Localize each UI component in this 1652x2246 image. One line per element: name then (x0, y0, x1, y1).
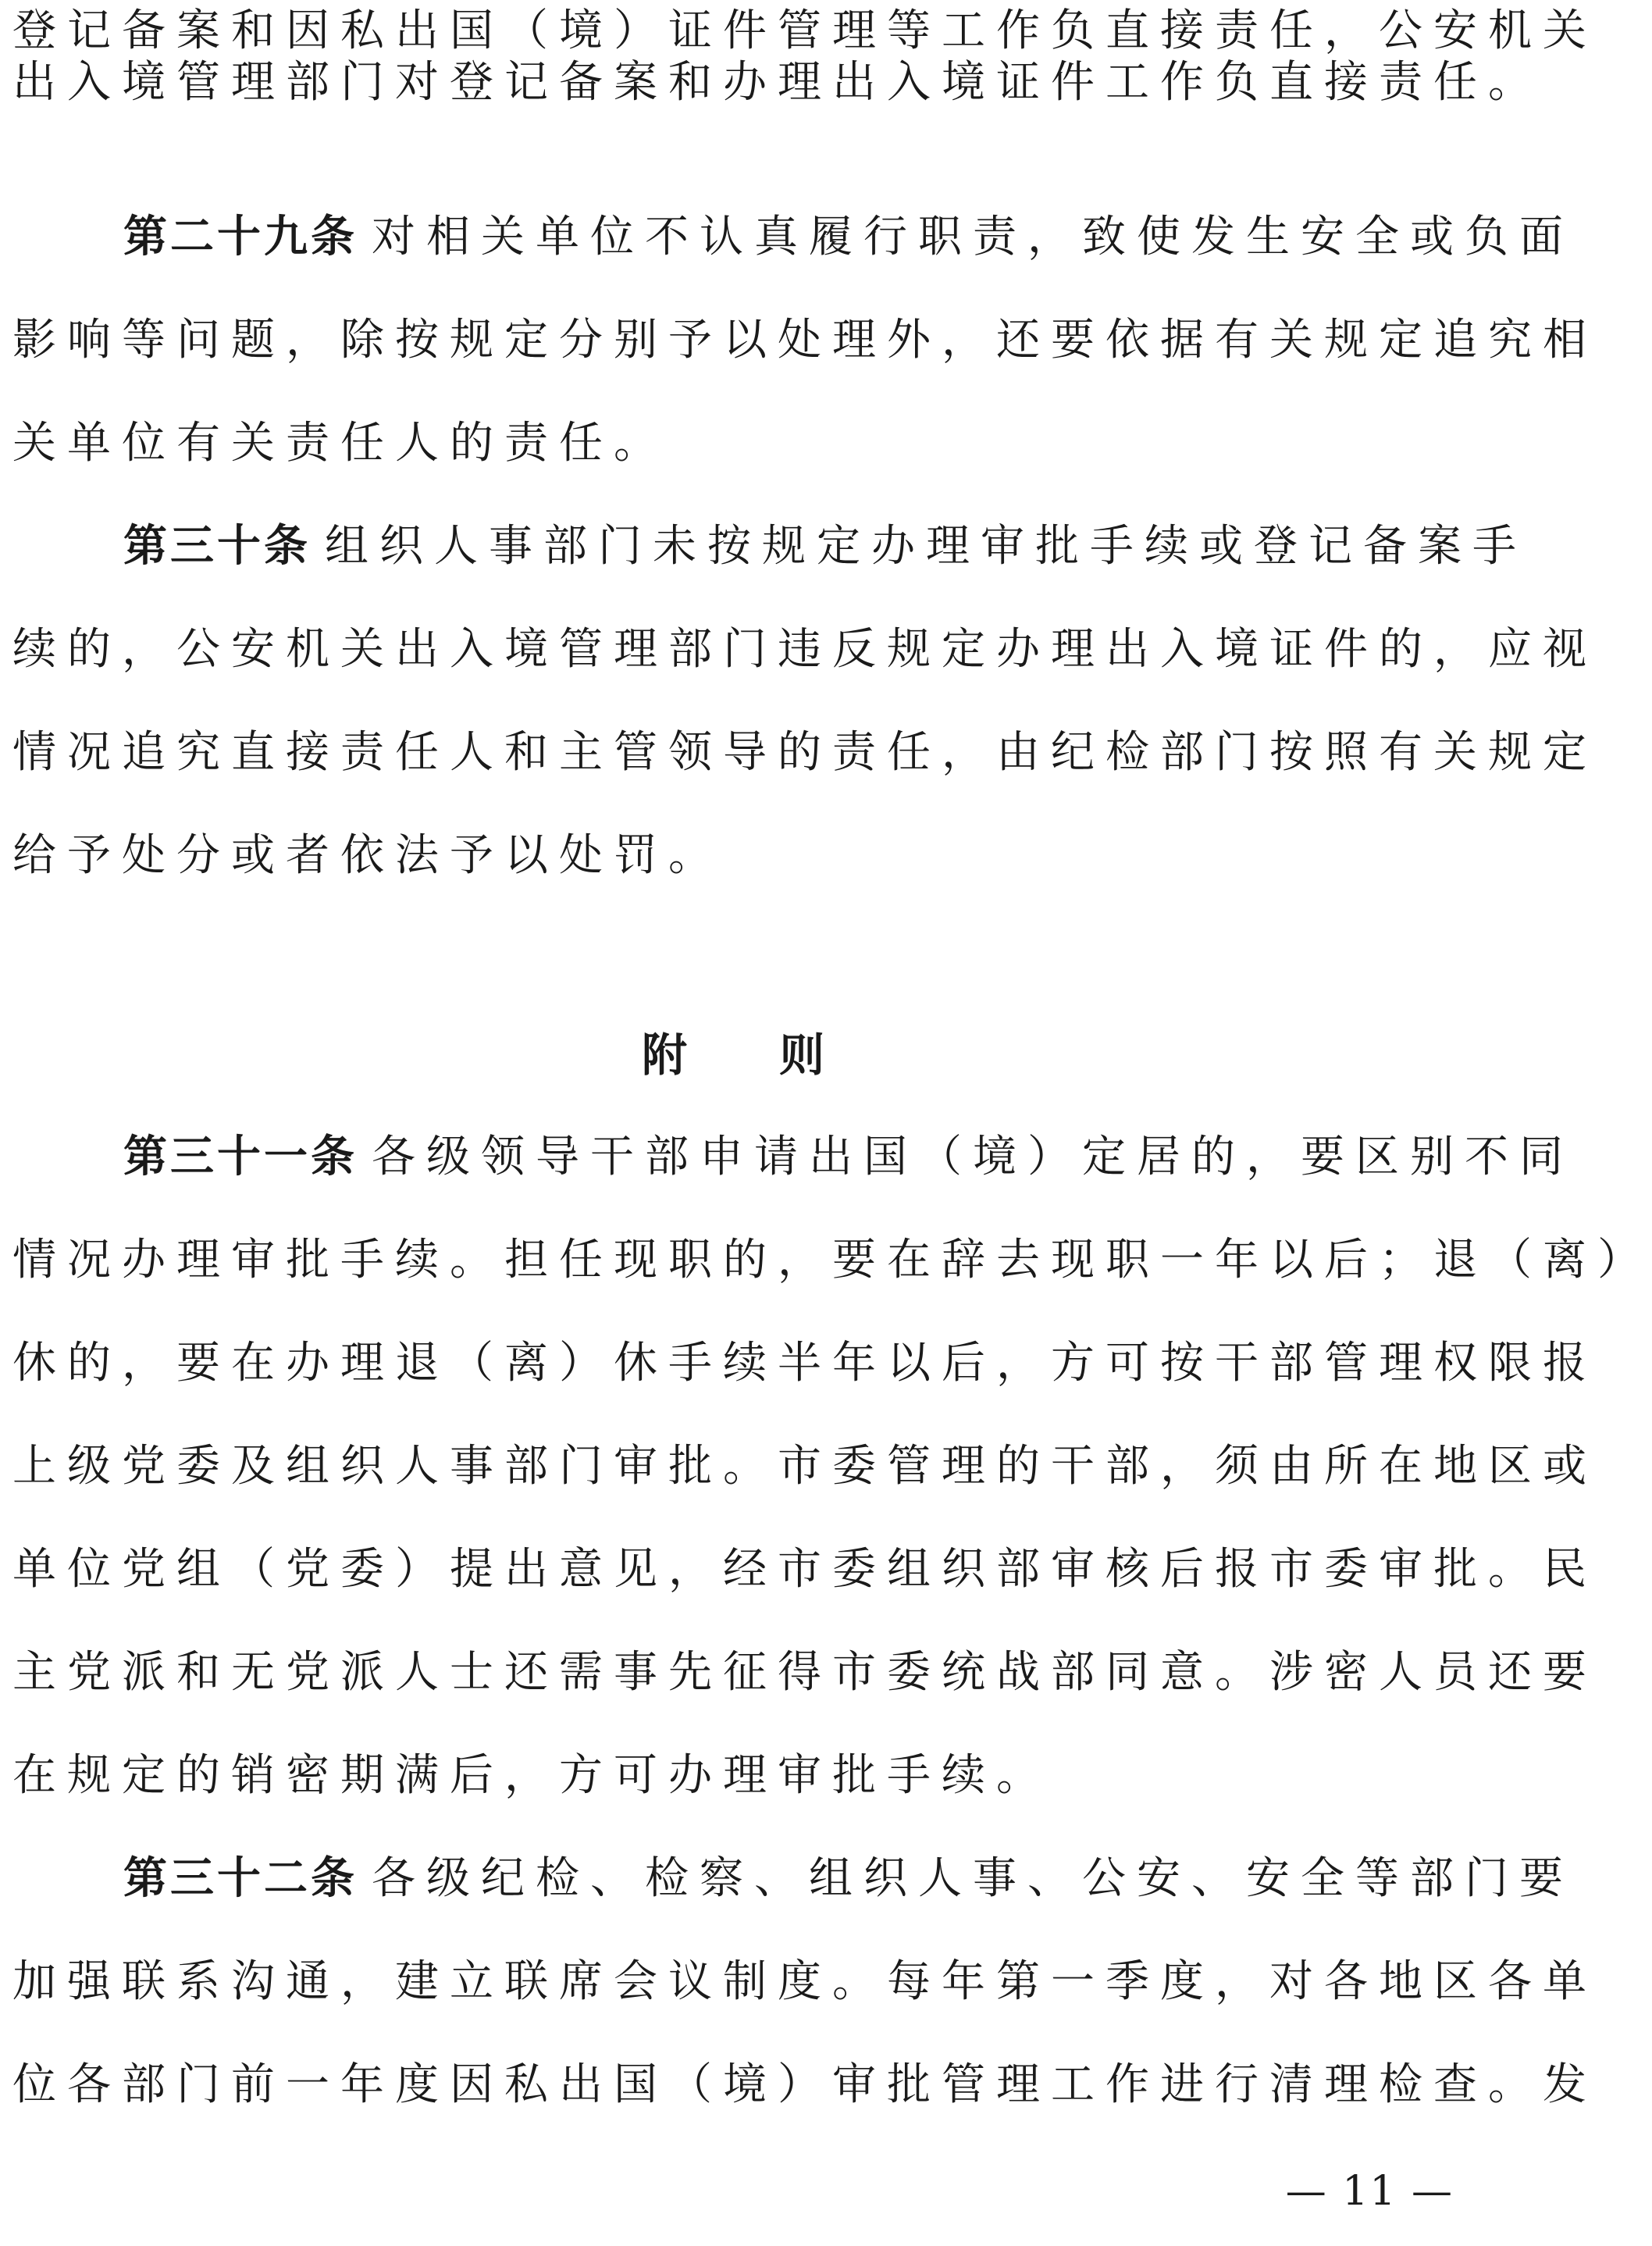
text-line-5: 关单位有关责任人的责任。 (12, 418, 668, 469)
section-heading (642, 1029, 825, 1082)
page-number: — 11 — (1285, 2168, 1454, 2215)
text-line-7: 续的，公安机关出入境管理部门违反规定办理出入境证件的，应视 (12, 624, 1597, 675)
article-32-text: 各级纪检、检察、组织人事、公安、安全等部门要 (372, 1853, 1574, 1904)
article-31-line-1 (123, 1132, 1574, 1182)
text-line-19: 位各部门前一年度因私出国（境）审批管理工作进行清理检查。发 (12, 2059, 1597, 2110)
article-30-line-1 (123, 521, 1527, 572)
article-29-text: 对相关单位不认真履行职责，致使发生安全或负面 (372, 212, 1574, 262)
text-line-18: 加强联系沟通，建立联席会议制度。每年第一季度，对各地区各单 (12, 1956, 1597, 2007)
section-heading-part-1: 附 (642, 1029, 688, 1082)
article-32-label: 第三十二条 (123, 1853, 358, 1904)
text-line-4: 影响等问题，除按规定分别予以处理外，还要依据有关规定追究相 (12, 315, 1597, 365)
text-line-12: 休的，要在办理退（离）休手续半年以后，方可按干部管理权限报 (12, 1338, 1597, 1389)
article-29-line-1 (123, 212, 1574, 262)
article-32-line-1 (123, 1853, 1574, 1904)
article-30-text: 组织人事部门未按规定办理审批手续或登记备案手 (325, 521, 1527, 572)
text-line-1: 登记备案和因私出国（境）证件管理等工作负直接责任，公安机关 (12, 5, 1597, 56)
text-line-16: 在规定的销密期满后，方可办理审批手续。 (12, 1750, 1051, 1801)
article-31-text: 各级领导干部申请出国（境）定居的，要区别不同 (372, 1132, 1574, 1182)
text-line-2: 出入境管理部门对登记备案和办理出入境证件工作负直接责任。 (12, 57, 1543, 108)
article-31-label: 第三十一条 (123, 1132, 358, 1182)
text-line-13: 上级党委及组织人事部门审批。市委管理的干部，须由所在地区或 (12, 1441, 1597, 1492)
section-heading-part-2: 则 (779, 1029, 825, 1082)
text-line-15: 主党派和无党派人士还需事先征得市委统战部同意。涉密人员还要 (12, 1647, 1597, 1698)
text-line-8: 情况追究直接责任人和主管领导的责任，由纪检部门按照有关规定 (12, 727, 1597, 778)
article-29-label: 第二十九条 (123, 212, 358, 262)
text-line-11: 情况办理审批手续。担任现职的，要在辞去现职一年以后；退（离） (12, 1235, 1652, 1285)
article-30-label: 第三十条 (123, 521, 311, 572)
text-line-14: 单位党组（党委）提出意见，经市委组织部审核后报市委审批。民 (12, 1544, 1597, 1595)
text-line-9: 给予处分或者依法予以处罚。 (12, 830, 723, 881)
